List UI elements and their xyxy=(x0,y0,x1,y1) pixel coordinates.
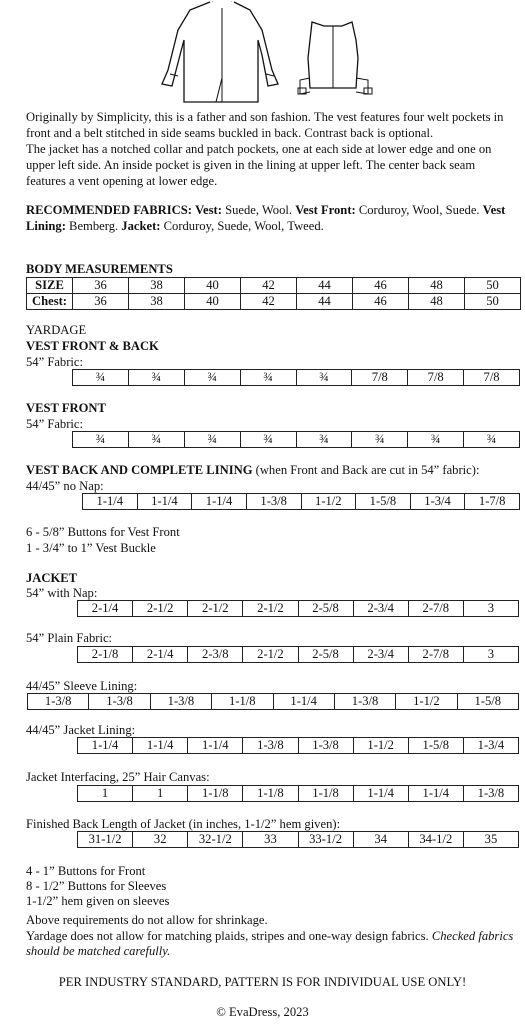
yardage-row xyxy=(78,647,519,663)
jacket-plain-table xyxy=(77,646,519,663)
yardage-cell: 1-3/8 xyxy=(89,694,150,710)
chest-row xyxy=(27,294,521,310)
vest-front-back-table xyxy=(72,369,520,386)
yardage-cell: 1-3/8 xyxy=(246,494,301,510)
yardage-cell: 7/8 xyxy=(408,370,464,386)
yardage-label: YARDAGE xyxy=(26,323,87,337)
yardage-cell: 1-5/8 xyxy=(408,738,463,754)
vest-front-back-sub: 54” Fabric: xyxy=(26,355,84,369)
yardage-cell: 1-1/2 xyxy=(301,494,356,510)
yardage-cell: 1-3/4 xyxy=(463,738,518,754)
jacket-sleeve-table xyxy=(27,693,519,710)
yardage-cell: 1-1/4 xyxy=(353,786,408,802)
chest-cell: 50 xyxy=(465,294,521,310)
yardage-row xyxy=(73,370,520,386)
yardage-cell: 2-1/8 xyxy=(78,647,133,663)
yardage-cell: 32 xyxy=(133,832,188,848)
jacket-lining-sub: 44/45” Jacket Lining: xyxy=(26,723,136,737)
yardage-cell: 2-1/4 xyxy=(78,601,133,617)
industry-standard-notice: PER INDUSTRY STANDARD, PATTERN IS FOR INDIVIDUAL USE ONLY! xyxy=(58,975,467,989)
yardage-cell: 3 xyxy=(463,601,518,617)
jacket-illustration xyxy=(150,0,290,106)
jacket-notion-1: 4 - 1” Buttons for Front xyxy=(26,864,146,878)
yardage-row xyxy=(78,786,519,802)
yardage-cell: 31-1/2 xyxy=(78,832,133,848)
fabrics-vest-lining: Bemberg. xyxy=(65,218,122,233)
yardage-cell: 1-3/8 xyxy=(28,694,89,710)
recommended-fabrics xyxy=(26,203,516,235)
yardage-cell: 2-1/2 xyxy=(188,601,243,617)
yardage-cell: 1-3/8 xyxy=(463,786,518,802)
yardage-cell: 2-5/8 xyxy=(298,601,353,617)
size-row xyxy=(27,278,521,294)
yardage-cell: 2-5/8 xyxy=(298,647,353,663)
fabrics-vest: Suede, Wool. xyxy=(221,203,296,217)
chest-label: Chest: xyxy=(27,294,73,310)
shrinkage-note: Above requirements do not allow for shrinkage. xyxy=(26,913,268,927)
yardage-cell: 1-3/8 xyxy=(243,738,298,754)
vest-notion-2: 1 - 3/4” to 1” Vest Buckle xyxy=(26,541,156,555)
yardage-cell: 33 xyxy=(243,832,298,848)
body-measurements-table xyxy=(26,277,521,310)
yardage-cell: 1-5/8 xyxy=(356,494,411,510)
body-measurements-heading: BODY MEASUREMENTS xyxy=(26,262,173,276)
yardage-cell: 2-3/4 xyxy=(353,647,408,663)
yardage-cell: 2-3/8 xyxy=(188,647,243,663)
jacket-interfacing-sub: Jacket Interfacing, 25” Hair Canvas: xyxy=(26,770,210,784)
chest-cell: 42 xyxy=(241,294,297,310)
vest-front-table xyxy=(72,431,520,448)
yardage-cell: 1 xyxy=(78,786,133,802)
size-cell: 46 xyxy=(353,278,409,294)
chest-cell: 40 xyxy=(185,294,241,310)
yardage-note-italic: Checked fabrics should be matched carefully. xyxy=(26,929,514,958)
jacket-interfacing-table xyxy=(77,785,519,802)
yardage-cell: 2-7/8 xyxy=(408,601,463,617)
yardage-cell: 1-1/4 xyxy=(83,494,138,510)
chest-cell: 38 xyxy=(129,294,185,310)
jacket-notion-3: 1-1/2” hem given on sleeves xyxy=(26,894,170,908)
size-cell: 48 xyxy=(409,278,465,294)
yardage-cell: 1-1/8 xyxy=(243,786,298,802)
yardage-row xyxy=(28,694,519,710)
yardage-cell: 1-1/8 xyxy=(188,786,243,802)
yardage-cell: ¾ xyxy=(73,432,129,448)
yardage-cell: 7/8 xyxy=(352,370,408,386)
size-cell: 42 xyxy=(241,278,297,294)
yardage-row xyxy=(73,432,520,448)
vest-back-heading: VEST BACK AND COMPLETE LINING xyxy=(26,463,253,477)
vest-back-table xyxy=(82,493,520,510)
yardage-cell: 1-3/4 xyxy=(410,494,465,510)
chest-cell: 46 xyxy=(353,294,409,310)
size-cell: 44 xyxy=(297,278,353,294)
vest-back-sub: 44/45” no Nap: xyxy=(26,479,104,493)
size-label: SIZE xyxy=(27,278,73,294)
yardage-cell: 34 xyxy=(353,832,408,848)
jacket-sleeve-sub: 44/45” Sleeve Lining: xyxy=(26,679,138,693)
yardage-cell: 1-1/4 xyxy=(192,494,247,510)
chest-cell: 36 xyxy=(73,294,129,310)
chest-cell: 44 xyxy=(297,294,353,310)
yardage-cell: ¾ xyxy=(352,432,408,448)
yardage-cell: ¾ xyxy=(240,432,296,448)
yardage-cell: 32-1/2 xyxy=(188,832,243,848)
yardage-cell: 1-3/8 xyxy=(150,694,211,710)
fabrics-jacket-label: Jacket: xyxy=(121,218,161,233)
size-cell: 50 xyxy=(465,278,521,294)
jacket-back-length-sub: Finished Back Length of Jacket (in inches, 1-1/2” hem given): xyxy=(26,817,341,831)
size-cell: 38 xyxy=(129,278,185,294)
yardage-cell: ¾ xyxy=(240,370,296,386)
yardage-row xyxy=(78,738,519,754)
jacket-nap-sub: 54” with Nap: xyxy=(26,586,98,600)
yardage-cell: 1-3/8 xyxy=(298,738,353,754)
yardage-cell: 1-1/8 xyxy=(212,694,273,710)
yardage-cell: ¾ xyxy=(296,432,352,448)
yardage-cell: 35 xyxy=(463,832,518,848)
jacket-back-length-table xyxy=(77,831,519,848)
yardage-cell: 1-1/4 xyxy=(137,494,192,510)
yardage-cell: ¾ xyxy=(464,432,520,448)
yardage-cell: 33-1/2 xyxy=(298,832,353,848)
yardage-cell: ¾ xyxy=(296,370,352,386)
fabrics-jacket: Corduroy, Suede, Wool, Tweed. xyxy=(160,218,324,233)
vest-illustration xyxy=(292,18,378,98)
yardage-cell: 3 xyxy=(463,647,518,663)
yardage-cell: 2-1/2 xyxy=(243,647,298,663)
yardage-cell: ¾ xyxy=(128,370,184,386)
yardage-cell: 1-7/8 xyxy=(465,494,520,510)
fabrics-vest-label: Vest: xyxy=(195,203,222,217)
yardage-row xyxy=(78,832,519,848)
yardage-cell: 1-3/8 xyxy=(334,694,395,710)
size-cell: 36 xyxy=(73,278,129,294)
yardage-cell: 1-1/4 xyxy=(408,786,463,802)
yardage-cell: 1-1/4 xyxy=(78,738,133,754)
yardage-cell: 2-3/4 xyxy=(353,601,408,617)
yardage-row xyxy=(78,601,519,617)
yardage-note xyxy=(26,929,516,959)
yardage-cell: 34-1/2 xyxy=(408,832,463,848)
vest-back-note: (when Front and Back are cut in 54” fabric): xyxy=(252,463,480,477)
vest-front-heading: VEST FRONT xyxy=(26,401,106,415)
jacket-nap-table xyxy=(77,600,519,617)
fabrics-vest-front: Corduroy, Wool, Suede. xyxy=(355,203,480,217)
yardage-cell: 1-1/2 xyxy=(353,738,408,754)
vest-front-back-heading: VEST FRONT & BACK xyxy=(26,339,159,353)
yardage-cell: 2-1/2 xyxy=(243,601,298,617)
vest-front-sub: 54” Fabric: xyxy=(26,417,84,431)
yardage-cell: 1 xyxy=(133,786,188,802)
yardage-cell: 1-1/4 xyxy=(273,694,334,710)
yardage-cell: ¾ xyxy=(128,432,184,448)
description-para-1: Originally by Simplicity, this is a father and son fashion. The vest features four welt pockets in front and a belt stitched in side seams buckled in back. Contrast back is optional. xyxy=(26,110,504,140)
yardage-cell: ¾ xyxy=(73,370,129,386)
yardage-cell: 2-1/4 xyxy=(133,647,188,663)
yardage-cell: 2-7/8 xyxy=(408,647,463,663)
yardage-note-text: Yardage does not allow for matching plaids, stripes and one-way design fabrics. xyxy=(26,929,432,943)
size-cell: 40 xyxy=(185,278,241,294)
chest-cell: 48 xyxy=(409,294,465,310)
yardage-cell: ¾ xyxy=(184,432,240,448)
yardage-cell: 1-1/4 xyxy=(133,738,188,754)
fabrics-heading: RECOMMENDED FABRICS: xyxy=(26,203,192,217)
yardage-cell: 1-1/2 xyxy=(396,694,457,710)
description-para-2: The jacket has a notched collar and patch pockets, one at each side at lower edge and one on upper left side. An inside pocket is given in the lining at upper left. The center back seam features a vent opening at lower edge. xyxy=(26,142,492,188)
vest-notion-1: 6 - 5/8” Buttons for Vest Front xyxy=(26,525,180,539)
fabrics-vest-lining-label: Vest Lining: xyxy=(26,203,506,233)
jacket-plain-sub: 54” Plain Fabric: xyxy=(26,631,113,645)
yardage-cell: 7/8 xyxy=(464,370,520,386)
jacket-notion-2: 8 - 1/2” Buttons for Sleeves xyxy=(26,879,167,893)
yardage-cell: 1-1/8 xyxy=(298,786,353,802)
yardage-cell: 1-5/8 xyxy=(457,694,518,710)
fabrics-vest-front-label: Vest Front: xyxy=(295,203,356,217)
yardage-cell: ¾ xyxy=(408,432,464,448)
yardage-row xyxy=(83,494,520,510)
yardage-cell: ¾ xyxy=(184,370,240,386)
vest-back-heading-line xyxy=(26,463,479,478)
jacket-lining-table xyxy=(77,737,519,754)
copyright: © EvaDress, 2023 xyxy=(216,1005,309,1019)
yardage-cell: 2-1/2 xyxy=(133,601,188,617)
jacket-heading: JACKET xyxy=(26,571,78,585)
yardage-cell: 1-1/4 xyxy=(188,738,243,754)
